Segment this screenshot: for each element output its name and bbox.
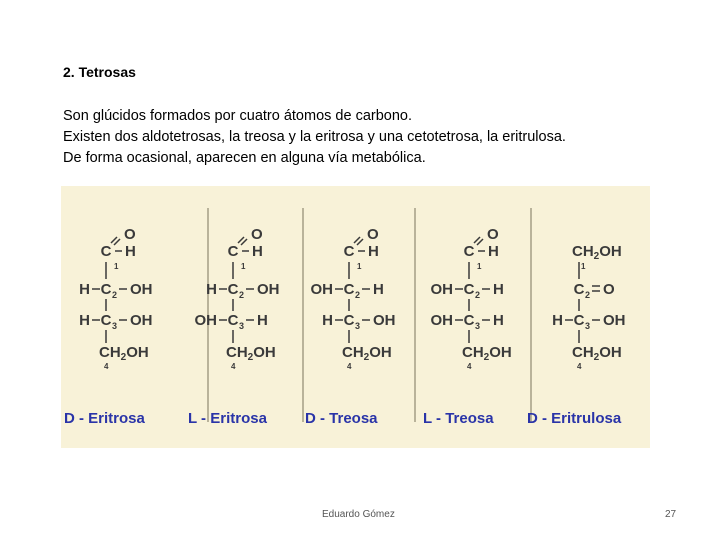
- carbon-number: 3: [475, 321, 481, 331]
- left-substituent: H: [206, 281, 217, 298]
- left-substituent: OH: [310, 281, 333, 298]
- structure-name: L - Treosa: [423, 410, 494, 427]
- right-substituent: OH: [257, 281, 280, 298]
- carbon-atom: C: [573, 312, 585, 329]
- footer-author: Eduardo Gómez: [322, 509, 395, 520]
- carbon-number: 2: [112, 290, 118, 300]
- structures-svg: [61, 186, 650, 448]
- carbon-number: 3: [355, 321, 361, 331]
- ch2oh-group: $CH_2OH$: [226, 344, 276, 363]
- carbon-number: 3: [239, 321, 245, 331]
- aldehyde-hydrogen: H: [488, 243, 499, 260]
- ch2oh-group: $CH_2OH$: [342, 344, 392, 363]
- carbon-number: 1: [581, 262, 586, 271]
- structure-name: D - Eritrosa: [64, 410, 145, 427]
- right-substituent: OH: [130, 281, 153, 298]
- carbon-number: 4: [577, 362, 582, 371]
- body-line: Son glúcidos formados por cuatro átomos de carbono.: [63, 108, 413, 124]
- aldehyde-oxygen: O: [487, 226, 499, 243]
- carbon-number: 4: [231, 362, 236, 371]
- slide-body: [63, 106, 566, 169]
- right-substituent: H: [373, 281, 384, 298]
- carbon-number: 4: [104, 362, 109, 371]
- carbon-number: 2: [475, 290, 481, 300]
- aldehyde-hydrogen: H: [125, 243, 136, 260]
- left-substituent: OH: [430, 312, 453, 329]
- left-substituent: H: [79, 281, 90, 298]
- carbon-atom: C: [463, 243, 475, 260]
- ch2oh-group: $CH_2OH$: [572, 344, 622, 363]
- carbon-number: 1: [357, 262, 362, 271]
- right-substituent: OH: [373, 312, 396, 329]
- slide-title: 2. Tetrosas: [63, 64, 136, 80]
- carbon-atom: C: [100, 243, 112, 260]
- right-substituent: OH: [603, 312, 626, 329]
- right-substituent: H: [493, 281, 504, 298]
- carbon-number: 4: [467, 362, 472, 371]
- carbon-number: 3: [585, 321, 591, 331]
- carbon-atom: C: [343, 312, 355, 329]
- carbon-number: 2: [585, 290, 591, 300]
- structure-name: D - Eritrulosa: [527, 410, 622, 427]
- carbon-number: 1: [241, 262, 246, 271]
- left-substituent: OH: [430, 281, 453, 298]
- left-substituent: OH: [194, 312, 217, 329]
- carbon-atom: C: [573, 281, 585, 298]
- left-substituent: H: [322, 312, 333, 329]
- carbon-number: 1: [114, 262, 119, 271]
- ketone-oxygen: O: [603, 281, 615, 298]
- body-line: De forma ocasional, aparecen en alguna vía metabólica.: [63, 150, 426, 166]
- structure-name: D - Treosa: [305, 410, 378, 427]
- body-line: Existen dos aldotetrosas, la treosa y la eritrosa y una cetotetrosa, la eritrulosa.: [63, 129, 566, 145]
- aldehyde-hydrogen: H: [368, 243, 379, 260]
- carbon-atom: C: [227, 243, 239, 260]
- carbon-number: 2: [239, 290, 245, 300]
- left-substituent: H: [79, 312, 90, 329]
- carbon-atom: C: [463, 312, 475, 329]
- carbon-atom: C: [100, 281, 112, 298]
- ch2oh-group: $CH_2OH$: [462, 344, 512, 363]
- carbon-number: 2: [355, 290, 361, 300]
- right-substituent: OH: [130, 312, 153, 329]
- tetrose-structures-figure: [61, 186, 650, 448]
- carbon-number: 3: [112, 321, 118, 331]
- ch2oh-group: $CH_2OH$: [572, 243, 622, 262]
- structure-name: L - Eritrosa: [188, 410, 267, 427]
- page-number: 27: [665, 509, 677, 520]
- carbon-number: 1: [477, 262, 482, 271]
- ch2oh-group: $CH_2OH$: [99, 344, 149, 363]
- carbon-atom: C: [227, 312, 239, 329]
- carbon-atom: C: [343, 281, 355, 298]
- aldehyde-oxygen: O: [367, 226, 379, 243]
- carbon-atom: C: [343, 243, 355, 260]
- carbon-atom: C: [100, 312, 112, 329]
- right-substituent: H: [493, 312, 504, 329]
- left-substituent: H: [552, 312, 563, 329]
- aldehyde-hydrogen: H: [252, 243, 263, 260]
- aldehyde-oxygen: O: [251, 226, 263, 243]
- right-substituent: H: [257, 312, 268, 329]
- aldehyde-oxygen: O: [124, 226, 136, 243]
- carbon-atom: C: [227, 281, 239, 298]
- carbon-number: 4: [347, 362, 352, 371]
- carbon-atom: C: [463, 281, 475, 298]
